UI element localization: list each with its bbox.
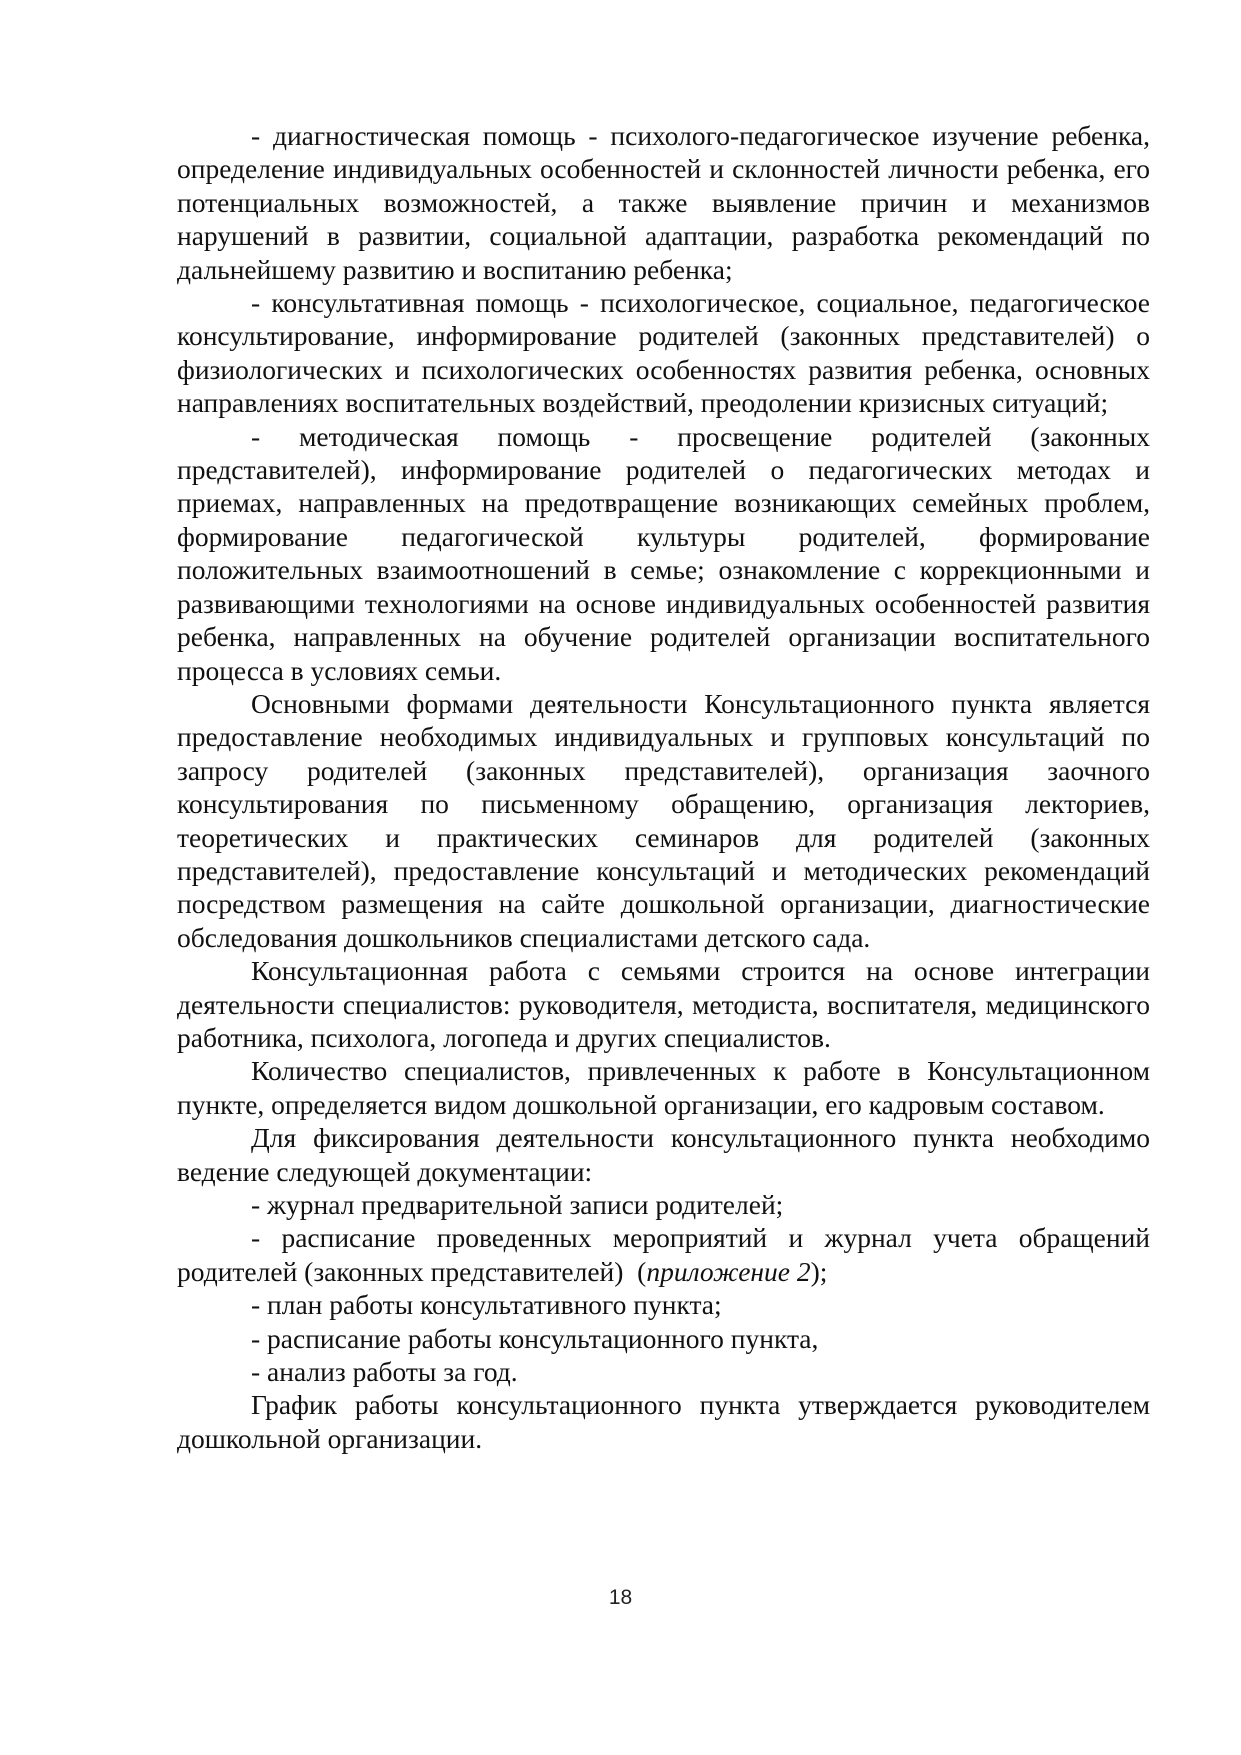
appendix-reference: приложение 2: [646, 1255, 811, 1287]
paragraph-main-forms: Основными формами деятельности Консультационного пункта является предоставление необходимых индивидуальных и групповых консультаций по запросу родителей (законных представителей), организация заочного консультирования по письменному обращению, организация лекториев, теоретических и практических семинаров для родителей (законных представителей), предоставление консультаций и методических рекомендаций посредством размещения на сайте дошкольной организации, диагностические обследования дошкольников специалистами детского сада.: [177, 687, 1150, 953]
paragraph-methodical-help: - методическая помощь - просвещение родителей (законных представителей), информирование родителей о педагогических методах и приемах, направленных на предотвращение возникающих семейных проблем, формирование педагогической культуры родителей, формирование положительных взаимоотношений в семье; ознакомление с коррекционными и развивающими технологиями на основе индивидуальных особенностей развития ребенка, направленных на обучение родителей организации воспитательного процесса в условиях семьи.: [177, 420, 1150, 686]
paragraph-diagnostic-help: - диагностическая помощь - психолого-педагогическое изучение ребенка, определение индивидуальных особенностей и склонностей личности ребенка, его потенциальных возможностей, а также выявление причин и механизмов нарушений в развитии, социальной адаптации, разработка рекомендаций по дальнейшему развитию и воспитанию ребенка;: [177, 120, 1150, 285]
list-item-schedule-events-text: - расписание проведенных мероприятий и журнал учета обращений родителей (законных представителей) (: [177, 1222, 1150, 1287]
list-item-schedule-events: [177, 1221, 1150, 1288]
list-item-annual-analysis: - анализ работы за год.: [251, 1356, 518, 1388]
paragraph-family-work: Консультационная работа с семьями строится на основе интеграции деятельности специалистов: руководителя, методиста, воспитателя, медицинского работника, психолога, логопеда и других специалистов.: [177, 955, 1150, 1053]
body-text: [177, 119, 1150, 1455]
list-item-journal: - журнал предварительной записи родителей;: [251, 1189, 784, 1220]
list-item-work-schedule: - расписание работы консультационного пункта,: [251, 1322, 819, 1354]
paragraph-specialists-count: Количество специалистов, привлеченных к работе в Консультационном пункте, определяется видом дошкольной организации, его кадровым составом.: [177, 1055, 1150, 1120]
list-item-work-plan: - план работы консультативного пункта;: [251, 1289, 722, 1321]
paragraph-documentation: Для фиксирования деятельности консультационного пункта необходимо ведение следующей документации:: [177, 1122, 1150, 1187]
page-number: 18: [608, 1586, 633, 1609]
paragraph-consultative-help: - консультативная помощь - психологическое, социальное, педагогическое консультирование, информирование родителей (законных представителей) о физиологических и психологических особенностях развития ребенка, основных направлениях воспитательных воздействий, преодолении кризисных ситуаций;: [177, 287, 1150, 419]
paragraph-schedule-approval: График работы консультационного пункта утверждается руководителем дошкольной организации.: [177, 1389, 1150, 1454]
list-item-schedule-events-end: );: [810, 1255, 828, 1287]
